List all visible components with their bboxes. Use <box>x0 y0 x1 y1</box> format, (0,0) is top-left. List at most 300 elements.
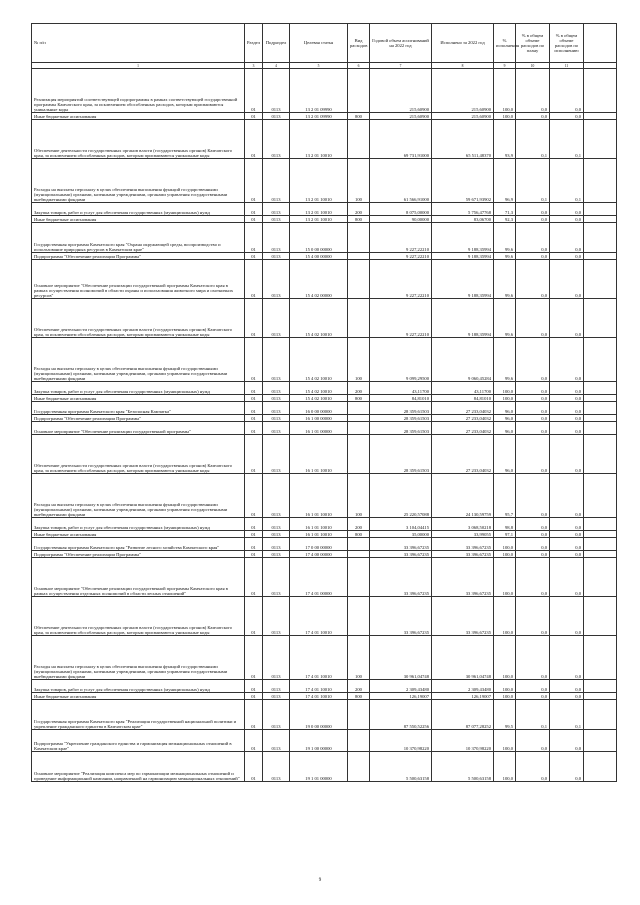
row-section: 01 <box>245 253 263 260</box>
row-target-article: 19 0 00 00000 <box>290 700 348 730</box>
row-expense-type <box>348 299 370 338</box>
header-empty <box>584 24 617 63</box>
row-target-article: 15 4 02 00000 <box>290 260 348 299</box>
row-empty-cell <box>584 120 617 159</box>
row-pct: 99,6 <box>494 299 516 338</box>
table-row <box>32 693 617 700</box>
row-share-plan: 0,0 <box>516 597 550 636</box>
column-index: 7 <box>370 63 432 69</box>
row-expense-type <box>348 597 370 636</box>
row-share-exec: 0,1 <box>550 120 584 159</box>
row-share-exec: 0,0 <box>550 113 584 120</box>
table-header-row <box>32 24 617 63</box>
row-planned: 69 731,91000 <box>370 120 432 159</box>
row-share-exec: 0,1 <box>550 700 584 730</box>
row-empty-cell <box>584 69 617 113</box>
row-section: 01 <box>245 597 263 636</box>
row-planned: 25 220,57088 <box>370 474 432 518</box>
row-target-article: 13 2 01 09990 <box>290 113 348 120</box>
row-section: 01 <box>245 395 263 402</box>
row-section: 01 <box>245 730 263 752</box>
row-share-plan: 0,0 <box>516 551 550 558</box>
row-subsection: 0113 <box>263 382 290 395</box>
row-pct: 100,0 <box>494 730 516 752</box>
row-empty-cell <box>584 531 617 538</box>
row-share-plan: 0,0 <box>516 253 550 260</box>
row-share-exec: 0,0 <box>550 538 584 551</box>
row-expense-type: 200 <box>348 382 370 395</box>
row-empty-cell <box>584 113 617 120</box>
row-name: Подпрограмма "Обеспечение реализации Программы" <box>32 551 245 558</box>
row-expense-type <box>348 223 370 253</box>
row-name: Расходы на выплаты персоналу в целях обеспечения выполнения функций государственными (муниципальными) органами, казенными учреждениями, органами управления государственными внебюджетными фондами <box>32 636 245 680</box>
row-share-plan: 0,0 <box>516 382 550 395</box>
row-pct: 100,0 <box>494 752 516 782</box>
row-section: 01 <box>245 299 263 338</box>
row-name: Подпрограмма "Обеспечение реализации Программы" <box>32 415 245 422</box>
row-empty-cell <box>584 558 617 597</box>
column-index: 9 <box>494 63 516 69</box>
row-name: Расходы на выплаты персоналу в целях обеспечения выполнения функций государственными (муниципальными) органами, казенными учреждениями, органами управления государственными внебюджетными фондами <box>32 159 245 203</box>
row-share-plan: 0,0 <box>516 402 550 415</box>
row-section: 01 <box>245 69 263 113</box>
row-target-article: 13 2 01 10010 <box>290 203 348 216</box>
row-pct: 100,0 <box>494 113 516 120</box>
row-share-plan: 0,1 <box>516 700 550 730</box>
row-target-article: 16 1 01 10010 <box>290 435 348 474</box>
table-row <box>32 203 617 216</box>
row-pct: 95,7 <box>494 474 516 518</box>
row-share-exec: 0,0 <box>550 253 584 260</box>
row-pct: 100,0 <box>494 693 516 700</box>
row-expense-type: 200 <box>348 680 370 693</box>
row-executed: 27 233,04032 <box>432 435 494 474</box>
header-planned: Годовой объем ассигнований на 2022 год <box>370 24 432 63</box>
row-name: Государственная программа Камчатского края "Развитие лесного хозяйства Камчатского края" <box>32 538 245 551</box>
row-planned: 9 227,22210 <box>370 253 432 260</box>
row-share-plan: 0,0 <box>516 223 550 253</box>
row-share-exec: 0,0 <box>550 597 584 636</box>
row-section: 01 <box>245 120 263 159</box>
row-expense-type: 200 <box>348 203 370 216</box>
row-pct: 97,1 <box>494 531 516 538</box>
row-share-plan: 0,0 <box>516 299 550 338</box>
row-expense-type <box>348 422 370 435</box>
row-expense-type <box>348 120 370 159</box>
row-share-exec: 0,0 <box>550 395 584 402</box>
row-subsection: 0113 <box>263 260 290 299</box>
row-empty-cell <box>584 395 617 402</box>
row-executed: 9 188,35994 <box>432 253 494 260</box>
row-empty-cell <box>584 730 617 752</box>
row-executed: 83,06700 <box>432 216 494 223</box>
row-planned: 5 500,63158 <box>370 752 432 782</box>
row-target-article: 17 0 00 00000 <box>290 538 348 551</box>
row-target-article: 17 4 01 00000 <box>290 558 348 597</box>
row-name: Обеспечение деятельности государственных органов власти (государственных органов) Камчатского края, за исключением обособленных расходов, которым присваиваются уникальные коды <box>32 120 245 159</box>
row-share-exec: 0,0 <box>550 435 584 474</box>
row-target-article: 15 4 02 10010 <box>290 395 348 402</box>
row-planned: 30 961,04748 <box>370 636 432 680</box>
row-empty-cell <box>584 402 617 415</box>
row-executed: 5 500,63158 <box>432 752 494 782</box>
row-pct: 96,0 <box>494 402 516 415</box>
row-pct: 96,9 <box>494 159 516 203</box>
row-executed: 24 130,59759 <box>432 474 494 518</box>
row-planned: 33 396,67235 <box>370 558 432 597</box>
row-section: 01 <box>245 402 263 415</box>
row-share-exec: 0,1 <box>550 159 584 203</box>
row-executed: 215,60900 <box>432 113 494 120</box>
row-section: 01 <box>245 551 263 558</box>
row-subsection: 0113 <box>263 338 290 382</box>
row-subsection: 0113 <box>263 402 290 415</box>
row-share-exec: 0,0 <box>550 260 584 299</box>
row-share-exec: 0,0 <box>550 382 584 395</box>
row-subsection: 0113 <box>263 159 290 203</box>
row-expense-type <box>348 752 370 782</box>
column-index: 8 <box>432 63 494 69</box>
row-empty-cell <box>584 216 617 223</box>
row-target-article: 17 4 01 10010 <box>290 597 348 636</box>
row-empty-cell <box>584 299 617 338</box>
row-subsection: 0113 <box>263 538 290 551</box>
row-executed: 215,60900 <box>432 69 494 113</box>
header-pct: % исполнения <box>494 24 516 63</box>
header-section: Раздел <box>245 24 263 63</box>
row-name: Обеспечение деятельности государственных органов власти (государственных органов) Камчатского края, за исключением обособленных расходов, которым присваиваются уникальные коды <box>32 299 245 338</box>
row-pct: 71,3 <box>494 203 516 216</box>
row-share-plan: 0,0 <box>516 203 550 216</box>
row-pct: 100,0 <box>494 680 516 693</box>
row-executed: 27 233,04032 <box>432 415 494 422</box>
table-row <box>32 216 617 223</box>
row-expense-type <box>348 253 370 260</box>
row-name: Иные бюджетные ассигнования <box>32 216 245 223</box>
row-share-exec: 0,0 <box>550 551 584 558</box>
row-executed: 84,81010 <box>432 395 494 402</box>
row-executed: 33,99055 <box>432 531 494 538</box>
row-name: Подпрограмма "Обеспечение реализации Программы" <box>32 253 245 260</box>
table-row <box>32 120 617 159</box>
row-section: 01 <box>245 558 263 597</box>
row-subsection: 0113 <box>263 299 290 338</box>
row-pct: 99,5 <box>494 700 516 730</box>
row-expense-type <box>348 730 370 752</box>
table-row <box>32 636 617 680</box>
row-target-article: 13 2 01 09990 <box>290 69 348 113</box>
table-row <box>32 752 617 782</box>
row-empty-cell <box>584 518 617 531</box>
header-executed: Исполнено за 2022 год <box>432 24 494 63</box>
table-row <box>32 422 617 435</box>
row-name: Иные бюджетные ассигнования <box>32 395 245 402</box>
row-pct: 99,6 <box>494 338 516 382</box>
table-row <box>32 415 617 422</box>
row-subsection: 0113 <box>263 518 290 531</box>
table-row <box>32 680 617 693</box>
row-share-plan: 0,0 <box>516 680 550 693</box>
row-expense-type <box>348 435 370 474</box>
header-target-article: Целевая статья <box>290 24 348 63</box>
row-expense-type: 800 <box>348 113 370 120</box>
row-pct: 99,6 <box>494 260 516 299</box>
row-executed: 87 077,28252 <box>432 700 494 730</box>
row-target-article: 15 4 00 00000 <box>290 253 348 260</box>
row-section: 01 <box>245 113 263 120</box>
table-row <box>32 299 617 338</box>
row-share-plan: 0,0 <box>516 693 550 700</box>
row-share-plan: 0,0 <box>516 415 550 422</box>
row-executed: 2 309,43480 <box>432 680 494 693</box>
row-subsection: 0113 <box>263 223 290 253</box>
row-subsection: 0113 <box>263 395 290 402</box>
table-row <box>32 395 617 402</box>
row-share-exec: 0,0 <box>550 203 584 216</box>
row-planned: 33 396,67235 <box>370 538 432 551</box>
row-name: Государственная программа Камчатского края "Безопасная Камчатка" <box>32 402 245 415</box>
row-planned: 33 396,67235 <box>370 551 432 558</box>
row-target-article: 16 1 01 10010 <box>290 531 348 538</box>
row-section: 01 <box>245 338 263 382</box>
row-share-plan: 0,0 <box>516 435 550 474</box>
row-share-plan: 0,0 <box>516 113 550 120</box>
row-subsection: 0113 <box>263 700 290 730</box>
row-planned: 215,60900 <box>370 69 432 113</box>
row-target-article: 17 4 00 00000 <box>290 551 348 558</box>
row-section: 01 <box>245 435 263 474</box>
row-planned: 3 104,04415 <box>370 518 432 531</box>
row-share-exec: 0,0 <box>550 223 584 253</box>
row-empty-cell <box>584 693 617 700</box>
row-expense-type: 800 <box>348 693 370 700</box>
table-row <box>32 538 617 551</box>
row-target-article: 17 4 01 10010 <box>290 680 348 693</box>
row-share-exec: 0,0 <box>550 693 584 700</box>
row-share-plan: 0,0 <box>516 730 550 752</box>
row-planned: 9 099,29500 <box>370 338 432 382</box>
row-pct: 96,0 <box>494 415 516 422</box>
row-planned: 61 566,91000 <box>370 159 432 203</box>
row-section: 01 <box>245 636 263 680</box>
row-share-plan: 0,1 <box>516 120 550 159</box>
row-planned: 9 227,22210 <box>370 223 432 253</box>
row-share-plan: 0,0 <box>516 558 550 597</box>
row-target-article: 15 4 02 10010 <box>290 338 348 382</box>
row-expense-type <box>348 69 370 113</box>
row-share-exec: 0,0 <box>550 636 584 680</box>
table-row <box>32 69 617 113</box>
row-share-plan: 0,0 <box>516 518 550 531</box>
row-executed: 9 060,45284 <box>432 338 494 382</box>
row-empty-cell <box>584 435 617 474</box>
row-expense-type <box>348 558 370 597</box>
row-executed: 9 188,35994 <box>432 223 494 253</box>
row-executed: 43,11700 <box>432 382 494 395</box>
row-empty-cell <box>584 597 617 636</box>
row-name: Обеспечение деятельности государственных органов власти (государственных органов) Камчатского края, за исключением обособленных расходов, которым присваиваются уникальные коды <box>32 597 245 636</box>
row-share-exec: 0,0 <box>550 518 584 531</box>
row-target-article: 16 1 01 00000 <box>290 422 348 435</box>
row-subsection: 0113 <box>263 531 290 538</box>
row-subsection: 0113 <box>263 636 290 680</box>
document-page <box>31 23 616 782</box>
row-planned: 90,00000 <box>370 216 432 223</box>
row-planned: 43,11700 <box>370 382 432 395</box>
row-pct: 100,0 <box>494 597 516 636</box>
row-empty-cell <box>584 223 617 253</box>
table-body <box>32 69 617 782</box>
row-empty-cell <box>584 260 617 299</box>
row-section: 01 <box>245 518 263 531</box>
row-share-exec: 0,0 <box>550 752 584 782</box>
table-row <box>32 223 617 253</box>
row-target-article: 15 4 02 10010 <box>290 382 348 395</box>
header-expense-type: Вид расходов <box>348 24 370 63</box>
row-share-exec: 0,0 <box>550 415 584 422</box>
row-section: 01 <box>245 415 263 422</box>
table-row <box>32 113 617 120</box>
row-executed: 9 188,35994 <box>432 299 494 338</box>
row-share-plan: 0,0 <box>516 538 550 551</box>
row-executed: 10 370,98220 <box>432 730 494 752</box>
row-expense-type <box>348 260 370 299</box>
row-share-plan: 0,0 <box>516 260 550 299</box>
row-target-article: 16 1 01 10010 <box>290 518 348 531</box>
row-subsection: 0113 <box>263 752 290 782</box>
row-planned: 2 309,43480 <box>370 680 432 693</box>
row-name: Подпрограмма "Укрепление гражданского единства и гармонизация межнациональных отношений в Камчатском крае" <box>32 730 245 752</box>
row-empty-cell <box>584 338 617 382</box>
table-row <box>32 700 617 730</box>
row-planned: 35,00000 <box>370 531 432 538</box>
row-planned: 8 075,00000 <box>370 203 432 216</box>
budget-table <box>31 23 617 782</box>
row-pct: 96,0 <box>494 435 516 474</box>
row-empty-cell <box>584 680 617 693</box>
row-share-exec: 0,0 <box>550 299 584 338</box>
row-section: 01 <box>245 216 263 223</box>
row-subsection: 0113 <box>263 693 290 700</box>
row-expense-type: 800 <box>348 395 370 402</box>
row-target-article: 13 2 01 10010 <box>290 120 348 159</box>
row-section: 01 <box>245 260 263 299</box>
column-index: 10 <box>516 63 550 69</box>
row-name: Основное мероприятие "Реализация комплекса мер по гармонизации межнациональных отношений и проведение информационной кампании, направленной на гармонизацию межнациональных отношений" <box>32 752 245 782</box>
row-empty-cell <box>584 422 617 435</box>
row-planned: 9 227,22210 <box>370 260 432 299</box>
row-target-article: 19 1 00 00000 <box>290 730 348 752</box>
column-index: 4 <box>263 63 290 69</box>
row-planned: 9 227,22210 <box>370 299 432 338</box>
row-share-plan: 0,0 <box>516 216 550 223</box>
row-target-article: 16 0 00 00000 <box>290 402 348 415</box>
row-section: 01 <box>245 223 263 253</box>
row-expense-type: 100 <box>348 159 370 203</box>
row-planned: 28 359,61503 <box>370 402 432 415</box>
row-pct: 100,0 <box>494 69 516 113</box>
row-share-exec: 0,0 <box>550 69 584 113</box>
row-share-exec: 0,0 <box>550 402 584 415</box>
page-number: 9 <box>318 878 322 883</box>
row-pct: 100,0 <box>494 558 516 597</box>
column-index: 11 <box>550 63 584 69</box>
table-row <box>32 730 617 752</box>
column-index: 1 <box>32 63 245 69</box>
row-pct: 99,6 <box>494 253 516 260</box>
row-planned: 28 359,61503 <box>370 415 432 422</box>
row-executed: 59 671,93902 <box>432 159 494 203</box>
row-empty-cell <box>584 415 617 422</box>
row-subsection: 0113 <box>263 253 290 260</box>
table-row <box>32 382 617 395</box>
row-executed: 33 396,67235 <box>432 558 494 597</box>
row-planned: 33 396,67235 <box>370 597 432 636</box>
table-row <box>32 597 617 636</box>
row-empty-cell <box>584 382 617 395</box>
row-pct: 92,3 <box>494 216 516 223</box>
row-share-plan: 0,0 <box>516 422 550 435</box>
row-executed: 5 756,47768 <box>432 203 494 216</box>
row-share-exec: 0,0 <box>550 531 584 538</box>
row-target-article: 19 1 01 00000 <box>290 752 348 782</box>
row-name: Расходы на выплаты персоналу в целях обеспечения выполнения функций государственными (муниципальными) органами, казенными учреждениями, органами управления государственными внебюджетными фондами <box>32 338 245 382</box>
row-executed: 30 961,04748 <box>432 636 494 680</box>
row-expense-type <box>348 402 370 415</box>
row-name: Обеспечение деятельности государственных органов власти (государственных органов) Камчатского края, за исключением обособленных расходов, которым присваиваются уникальные коды <box>32 435 245 474</box>
row-pct: 99,6 <box>494 223 516 253</box>
row-planned: 215,60900 <box>370 113 432 120</box>
table-row <box>32 338 617 382</box>
table-row <box>32 474 617 518</box>
row-executed: 33 396,67235 <box>432 538 494 551</box>
row-pct: 100,0 <box>494 538 516 551</box>
row-section: 01 <box>245 159 263 203</box>
row-name: Закупка товаров, работ и услуг для обеспечения государственных (муниципальных) нужд <box>32 518 245 531</box>
row-subsection: 0113 <box>263 597 290 636</box>
table-row <box>32 402 617 415</box>
row-executed: 65 511,48370 <box>432 120 494 159</box>
row-name: Закупка товаров, работ и услуг для обеспечения государственных (муниципальных) нужд <box>32 203 245 216</box>
row-name: Закупка товаров, работ и услуг для обеспечения государственных (муниципальных) нужд <box>32 680 245 693</box>
row-empty-cell <box>584 253 617 260</box>
row-pct: 93,9 <box>494 120 516 159</box>
row-name: Государственная программа Камчатского края "Охрана окружающей среды, воспроизводство и использование природных ресурсов в Камчатском крае" <box>32 223 245 253</box>
row-share-exec: 0,0 <box>550 730 584 752</box>
row-subsection: 0113 <box>263 422 290 435</box>
row-executed: 33 396,67235 <box>432 551 494 558</box>
row-expense-type: 200 <box>348 518 370 531</box>
row-expense-type: 100 <box>348 338 370 382</box>
row-share-plan: 0,0 <box>516 531 550 538</box>
row-expense-type: 800 <box>348 531 370 538</box>
table-row <box>32 159 617 203</box>
row-executed: 126,19007 <box>432 693 494 700</box>
row-share-plan: 0,0 <box>516 395 550 402</box>
row-target-article: 13 2 01 10010 <box>290 159 348 203</box>
table-row <box>32 531 617 538</box>
row-planned: 28 359,61503 <box>370 435 432 474</box>
row-empty-cell <box>584 752 617 782</box>
row-share-exec: 0,0 <box>550 680 584 693</box>
row-name: Расходы на выплаты персоналу в целях обеспечения выполнения функций государственными (муниципальными) органами, казенными учреждениями, органами управления государственными внебюджетными фондами <box>32 474 245 518</box>
row-pct: 100,0 <box>494 551 516 558</box>
header-share-exec: % в общем объеме расходов по исполнению <box>550 24 584 63</box>
row-executed: 27 233,04032 <box>432 422 494 435</box>
row-expense-type <box>348 551 370 558</box>
row-name: Реализация мероприятий соответствующей подпрограммы в рамках соответствующей государственной программы Камчатского края, за исключением обособленных расходов, которым присваиваются уникальные коды <box>32 69 245 113</box>
row-target-article: 15 0 00 00000 <box>290 223 348 253</box>
